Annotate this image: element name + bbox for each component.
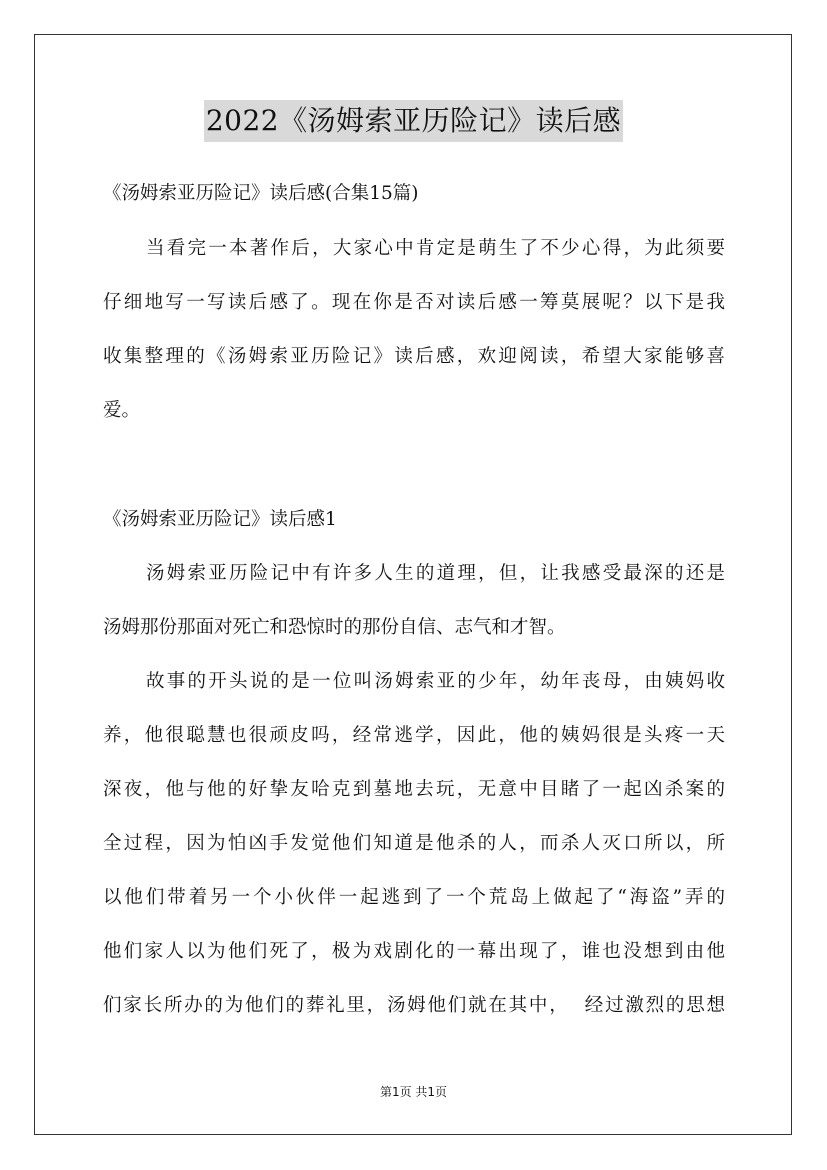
intro-line: 收集整理的《汤姆索亚历险记》读后感，欢迎阅读，希望大家能够喜 <box>103 346 725 367</box>
page-footer: 第1页 共1页 <box>379 1085 448 1099</box>
title-container <box>0 100 827 142</box>
paragraph-line: 故事的开头说的是一位叫汤姆索亚的少年，幼年丧母，由姨妈收 <box>146 671 725 692</box>
intro-line: 仔细地写一写读后感了。现在你是否对读后感一筹莫展呢？以下是我 <box>103 292 725 313</box>
paragraph-line: 养，他很聪慧也很顽皮吗，经常逃学，因此，他的姨妈很是头疼一天 <box>103 725 725 746</box>
paragraph-line: 深夜，他与他的好挚友哈克到墓地去玩，无意中目睹了一起凶杀案的 <box>103 779 725 800</box>
section-heading: 《汤姆索亚历险记》读后感1 <box>103 509 337 530</box>
intro-line: 爱。 <box>103 400 141 421</box>
paragraph-line: 以他们带着另一个小伙伴一起逃到了一个荒岛上做起了“海盗”弄的 <box>103 887 725 908</box>
paragraph-line: 他们家人以为他们死了，极为戏剧化的一幕出现了，谁也没想到由他 <box>103 941 725 962</box>
document-title: 2022《汤姆索亚历险记》读后感 <box>204 100 623 142</box>
document-subtitle: 《汤姆索亚历险记》读后感(合集15篇) <box>103 183 419 204</box>
paragraph-line: 汤姆那份那面对死亡和恐惊时的那份自信、志气和才智。 <box>103 617 566 638</box>
paragraph-line: 汤姆索亚历险记中有许多人生的道理，但，让我感受最深的还是 <box>146 563 725 584</box>
paragraph-line: 们家长所办的为他们的葬礼里，汤姆他们就在其中， 经过激烈的思想 <box>103 995 725 1016</box>
paragraph-line: 全过程，因为怕凶手发觉他们知道是他杀的人，而杀人灭口所以，所 <box>103 833 725 854</box>
intro-line: 当看完一本著作后，大家心中肯定是萌生了不少心得，为此须要 <box>146 238 725 259</box>
